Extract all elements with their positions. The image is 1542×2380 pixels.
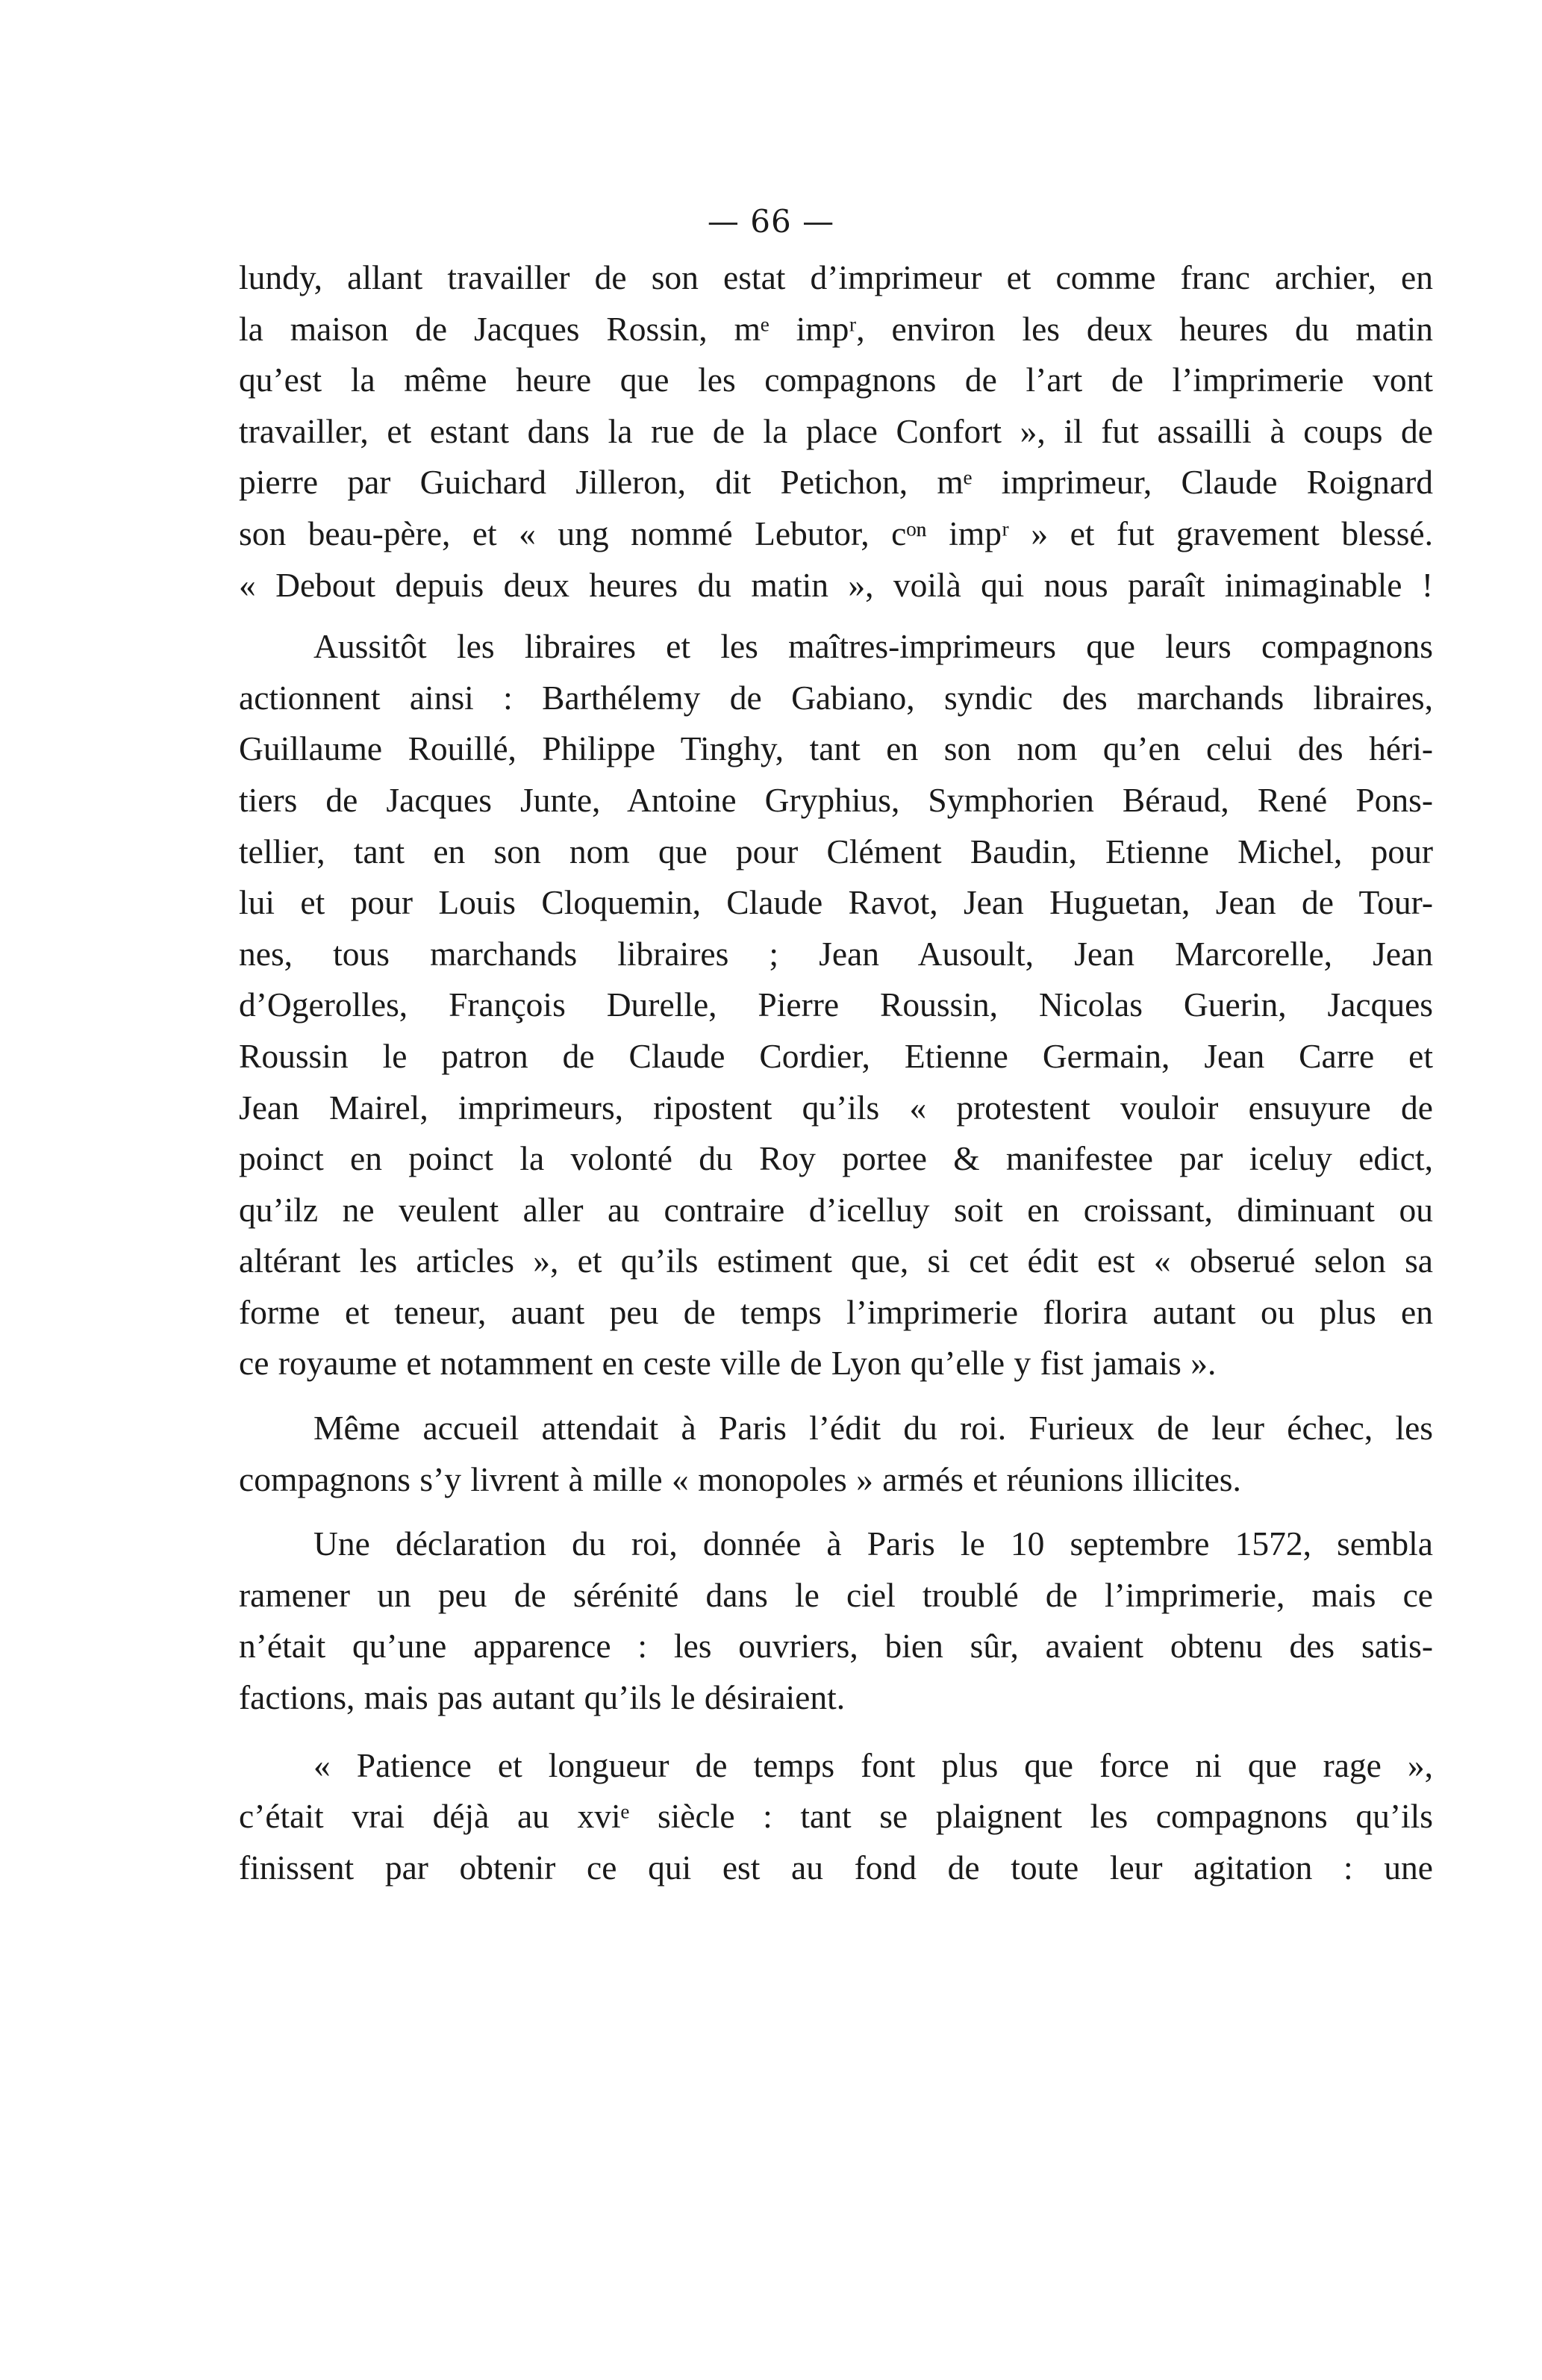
text-line: nes, tous marchands libraires ; Jean Ausoult, Jean Marcorelle, Jean bbox=[239, 934, 1433, 973]
text-line: lundy, allant travailler de son estat d’imprimeur et comme franc archier, en bbox=[239, 258, 1433, 296]
text-line: finissent par obtenir ce qui est au fond de toute leur agitation : une bbox=[239, 1848, 1433, 1887]
text-line: n’était qu’une apparence : les ouvriers, bien sûr, avaient obtenu des satis- bbox=[239, 1627, 1433, 1666]
text-line: son beau-père, et « ung nommé Lebutor, cᵒⁿ impʳ » et fut gravement blessé. bbox=[239, 514, 1433, 552]
text-line: altérant les articles », et qu’ils estiment que, si cet édit est « obserué selon sa bbox=[239, 1242, 1433, 1280]
text-line: factions, mais pas autant qu’ils le désiraient. bbox=[239, 1678, 846, 1717]
text-line: Une déclaration du roi, donnée à Paris le 10 septembre 1572, sembla bbox=[313, 1524, 1433, 1563]
text-line: qu’est la même heure que les compagnons de l’art de l’imprimerie vont bbox=[239, 361, 1433, 399]
text-line: d’Ogerolles, François Durelle, Pierre Roussin, Nicolas Guerin, Jacques bbox=[239, 985, 1433, 1024]
paragraph-1 bbox=[239, 252, 1433, 611]
text-line: poinct en poinct la volonté du Roy portee & manifestee par iceluy edict, bbox=[239, 1139, 1433, 1178]
paragraph-5 bbox=[239, 1740, 1433, 1894]
page-number: — 66 — bbox=[707, 203, 835, 240]
text-line: « Patience et longueur de temps font plus que force ni que rage », bbox=[313, 1745, 1433, 1784]
text-line: « Debout depuis deux heures du matin », voilà qui nous paraît inimaginable ! bbox=[239, 565, 1433, 604]
text-line: Même accueil attendait à Paris l’édit du roi. Furieux de leur échec, les bbox=[313, 1409, 1433, 1448]
text-line: tiers de Jacques Junte, Antoine Gryphius, Symphorien Béraud, René Pons- bbox=[239, 780, 1433, 819]
text-line: actionnent ainsi : Barthélemy de Gabiano, syndic des marchands libraires, bbox=[239, 678, 1433, 717]
text-line: forme et teneur, auant peu de temps l’imprimerie florira autant ou plus en bbox=[239, 1292, 1433, 1331]
text-line: travailler, et estant dans la rue de la place Confort », il fut assailli à coups de bbox=[239, 411, 1433, 450]
text-line: Jean Mairel, imprimeurs, ripostent qu’ils « protestent vouloir ensuyure de bbox=[239, 1088, 1433, 1127]
text-line: la maison de Jacques Rossin, mᵉ impʳ, environ les deux heures du matin bbox=[239, 309, 1433, 348]
text-line: ce royaume et notamment en ceste ville de Lyon qu’elle y fist jamais ». bbox=[239, 1344, 1217, 1383]
text-line: Roussin le patron de Claude Cordier, Etienne Germain, Jean Carre et bbox=[239, 1036, 1433, 1075]
text-line: qu’ilz ne veulent aller au contraire d’icelluy soit en croissant, diminuant ou bbox=[239, 1190, 1433, 1229]
paragraph-4 bbox=[239, 1518, 1433, 1723]
text-line: lui et pour Louis Cloquemin, Claude Ravot, Jean Huguetan, Jean de Tour- bbox=[239, 883, 1433, 922]
paragraph-3 bbox=[239, 1403, 1433, 1505]
body-text bbox=[239, 252, 1433, 1893]
text-line: compagnons s’y livrent à mille « monopoles » armés et réunions illicites. bbox=[239, 1460, 1241, 1498]
text-line: pierre par Guichard Jilleron, dit Petichon, mᵉ imprimeur, Claude Roignard bbox=[239, 463, 1433, 502]
text-line: tellier, tant en son nom que pour Clément Baudin, Etienne Michel, pour bbox=[239, 832, 1433, 870]
text-line: c’était vrai déjà au xviᵉ siècle : tant se plaignent les compagnons qu’ils bbox=[239, 1797, 1433, 1836]
text-line: ramener un peu de sérénité dans le ciel troublé de l’imprimerie, mais ce bbox=[239, 1575, 1433, 1614]
paragraph-2 bbox=[239, 621, 1433, 1389]
text-line: Aussitôt les libraires et les maîtres-imprimeurs que leurs compagnons bbox=[313, 627, 1433, 666]
text-line: Guillaume Rouillé, Philippe Tinghy, tant en son nom qu’en celui des héri- bbox=[239, 729, 1433, 768]
